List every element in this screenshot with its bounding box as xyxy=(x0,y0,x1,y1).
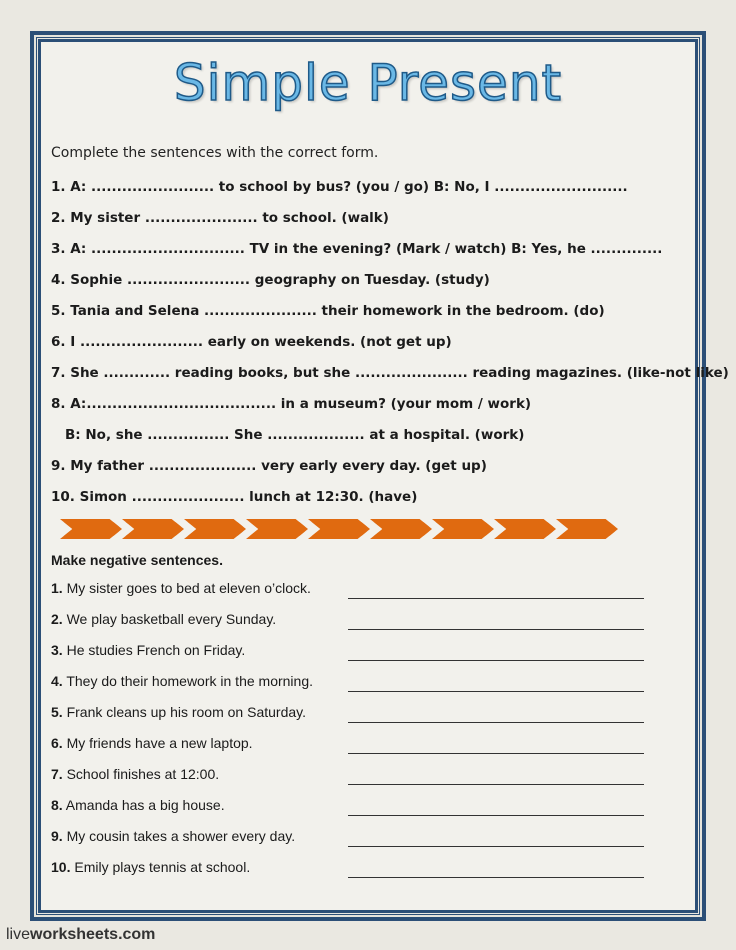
answer-line[interactable] xyxy=(348,721,644,723)
item-number: 6. xyxy=(51,735,63,751)
item-number: 5. xyxy=(51,704,63,720)
item-sentence: Frank cleans up his room on Saturday. xyxy=(62,704,306,720)
item-sentence: They do their homework in the morning. xyxy=(62,673,313,689)
exercise-2-item xyxy=(51,642,651,673)
item-sentence: School finishes at 12:00. xyxy=(62,766,220,782)
exercise-2-title: Make negative sentences. xyxy=(51,552,223,568)
item-sentence: We play basketball every Sunday. xyxy=(62,611,277,627)
answer-line[interactable] xyxy=(348,597,644,599)
logo-part-worksheets: worksheets xyxy=(30,926,119,943)
exercise-2-item xyxy=(51,766,651,797)
exercise-1-list xyxy=(51,176,729,517)
exercise-1-item: 3. A: .............................. TV in the evening? (Mark / watch) B: Yes, he .............. xyxy=(51,241,663,257)
page-title: Simple Present xyxy=(173,54,563,112)
exercise-2-item xyxy=(51,673,651,704)
exercise-2-item xyxy=(51,580,651,611)
exercise-1-item: 4. Sophie ........................ geography on Tuesday. (study) xyxy=(51,272,490,288)
item-number: 7. xyxy=(51,766,63,782)
logo-part-live: live xyxy=(6,926,31,943)
exercise-2-list xyxy=(51,580,651,890)
item-sentence: He studies French on Friday. xyxy=(62,642,246,658)
item-sentence: My friends have a new laptop. xyxy=(62,735,253,751)
exercise-1-item: 1. A: ........................ to school by bus? (you / go) B: No, I .......................... xyxy=(51,179,628,195)
item-sentence: My cousin takes a shower every day. xyxy=(62,828,296,844)
exercise-2-item xyxy=(51,704,651,735)
exercise-1-item: 7. She ............. reading books, but she ...................... reading magazines. (like-not like) xyxy=(51,365,729,381)
exercise-1-item: B: No, she ................ She ................... at a hospital. (work) xyxy=(65,427,525,443)
answer-line[interactable] xyxy=(348,876,644,878)
exercise-2-item xyxy=(51,859,651,890)
answer-line[interactable] xyxy=(348,814,644,816)
item-number: 2. xyxy=(51,611,63,627)
answer-line[interactable] xyxy=(348,628,644,630)
answer-line[interactable] xyxy=(348,752,644,754)
exercise-2-item xyxy=(51,828,651,859)
exercise-1-item: 5. Tania and Selena ...................... their homework in the bedroom. (do) xyxy=(51,303,605,319)
answer-line[interactable] xyxy=(348,690,644,692)
exercise-1-item: 6. I ........................ early on weekends. (not get up) xyxy=(51,334,452,350)
exercise-2-item xyxy=(51,611,651,642)
item-number: 9. xyxy=(51,828,63,844)
item-number: 10. xyxy=(51,859,71,875)
item-number: 3. xyxy=(51,642,63,658)
item-number: 1. xyxy=(51,580,63,596)
item-number: 8. xyxy=(51,797,63,813)
instruction-text: Complete the sentences with the correct form. xyxy=(51,145,379,161)
exercise-2-item xyxy=(51,797,651,828)
exercise-1-item: 10. Simon ...................... lunch at 12:30. (have) xyxy=(51,489,418,505)
site-logo[interactable] xyxy=(6,926,155,944)
item-number: 4. xyxy=(51,673,63,689)
item-sentence: My sister goes to bed at eleven o’clock. xyxy=(62,580,311,596)
item-sentence: Amanda has a big house. xyxy=(62,797,225,813)
answer-line[interactable] xyxy=(348,845,644,847)
exercise-1-item: 9. My father ..................... very early every day. (get up) xyxy=(51,458,487,474)
answer-line[interactable] xyxy=(348,783,644,785)
exercise-2-item xyxy=(51,735,651,766)
exercise-1-item: 8. A:..................................... in a museum? (your mom / work) xyxy=(51,396,532,412)
exercise-1-item: 2. My sister ...................... to school. (walk) xyxy=(51,210,389,226)
logo-part-com: .com xyxy=(118,926,156,943)
item-sentence: Emily plays tennis at school. xyxy=(70,859,251,875)
answer-line[interactable] xyxy=(348,659,644,661)
